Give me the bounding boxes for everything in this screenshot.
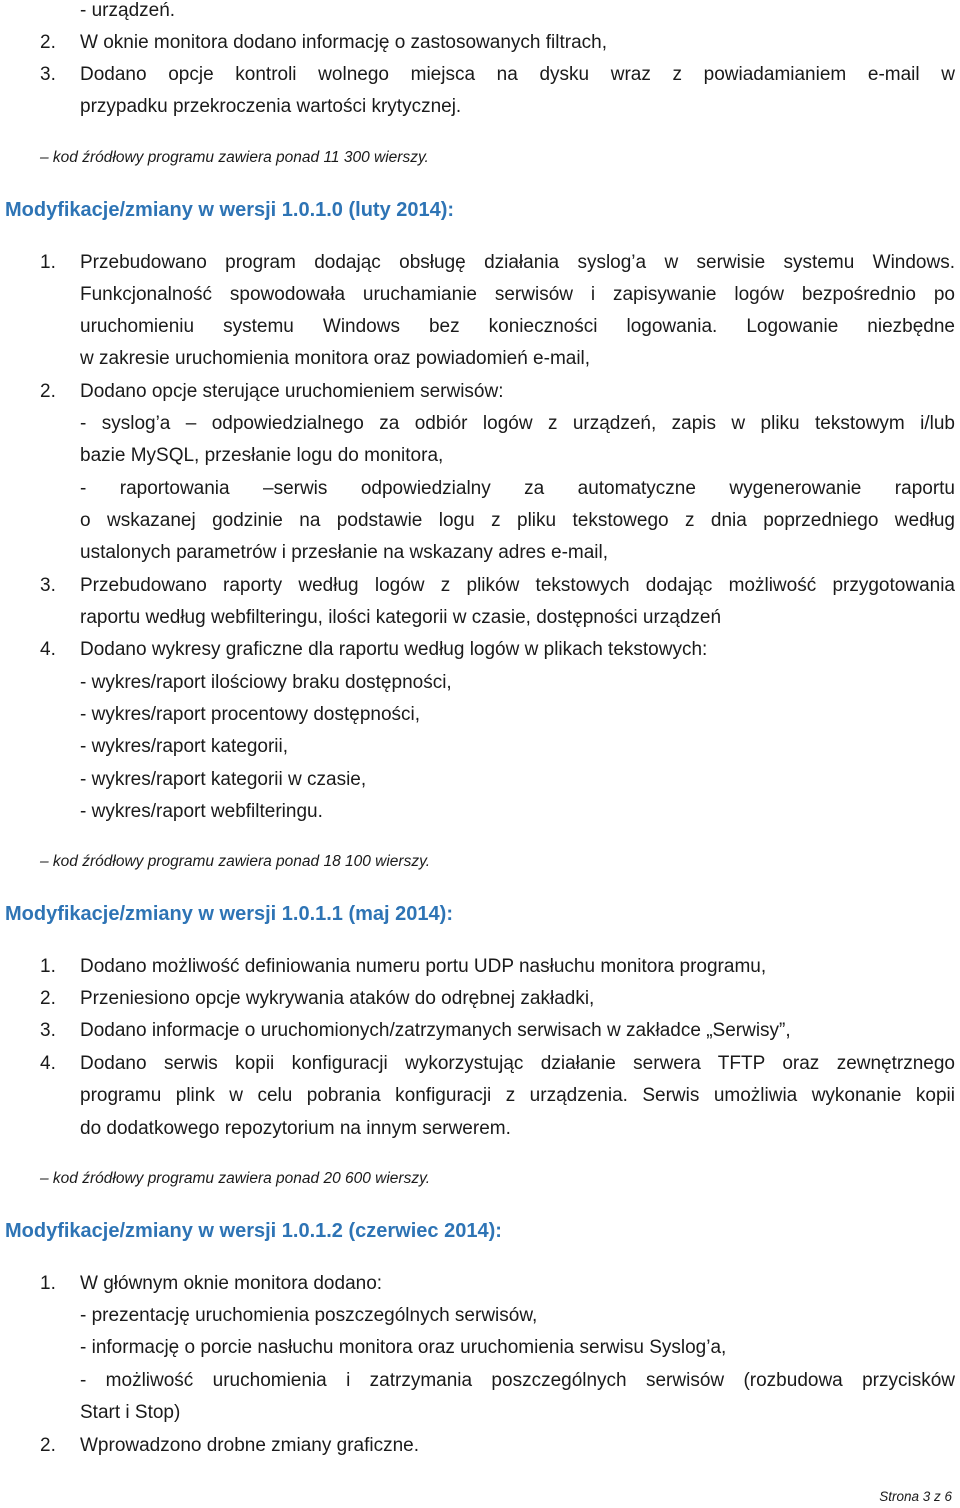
code-size-note: – kod źródłowy programu zawiera ponad 18 100 wierszy.	[40, 853, 430, 870]
list-line: W głównym oknie monitora dodano:	[80, 1273, 383, 1294]
list-line: bazie MySQL, przesłanie logu do monitora,	[80, 445, 444, 466]
section-heading: Modyfikacje/zmiany w wersji 1.0.1.2 (czerwiec 2014):	[5, 1220, 502, 1242]
list-number: 4.	[40, 1053, 56, 1074]
list-line: Dodano wykresy graficzne dla raportu według logów w plikach tekstowych:	[80, 639, 708, 660]
list-line: Start i Stop)	[80, 1402, 181, 1423]
list-line: Przebudowano raporty według logów z plików tekstowych dodając możliwość przygotowania	[80, 575, 955, 596]
list-number: 1.	[40, 1273, 56, 1294]
list-line: - wykres/raport kategorii,	[80, 736, 289, 757]
list-number: 4.	[40, 639, 56, 660]
code-size-note: – kod źródłowy programu zawiera ponad 11 300 wierszy.	[40, 149, 429, 166]
list-line: raportu według webfilteringu, ilości kategorii w czasie, dostępności urządzeń	[80, 607, 722, 628]
list-line: - wykres/raport kategorii w czasie,	[80, 769, 367, 790]
list-line: - prezentację uruchomienia poszczególnych serwisów,	[80, 1305, 538, 1326]
list-line: - możliwość uruchomienia i zatrzymania poszczególnych serwisów (rozbudowa przycisków	[80, 1370, 955, 1391]
list-line: w zakresie uruchomienia monitora oraz powiadomień e-mail,	[80, 348, 591, 369]
list-line: - urządzeń.	[80, 0, 176, 21]
list-line: Wprowadzono drobne zmiany graficzne.	[80, 1435, 420, 1456]
list-line: o wskazanej godzinie na podstawie logu z pliku tekstowego z dnia poprzedniego według	[80, 510, 955, 531]
list-number: 2.	[40, 32, 56, 53]
list-line: uruchomieniu systemu Windows bez konieczności logowania. Logowanie niezbędne	[80, 316, 955, 337]
list-line: - syslog’a – odpowiedzialnego za odbiór logów z urządzeń, zapis w pliku tekstowym i/lub	[80, 413, 955, 434]
list-line: ustalonych parametrów i przesłanie na wskazany adres e-mail,	[80, 542, 609, 563]
list-number: 3.	[40, 64, 56, 85]
list-line: programu plink w celu pobrania konfiguracji z urządzenia. Serwis umożliwia wykonanie kopii	[80, 1085, 955, 1106]
list-line: Dodano serwis kopii konfiguracji wykorzystując działanie serwera TFTP oraz zewnętrznego	[80, 1053, 955, 1074]
list-number: 2.	[40, 1435, 56, 1456]
list-number: 3.	[40, 1020, 56, 1041]
list-line: - wykres/raport procentowy dostępności,	[80, 704, 421, 725]
list-number: 1.	[40, 956, 56, 977]
list-line: do dodatkowego repozytorium na innym serwerem.	[80, 1118, 511, 1139]
list-line: przypadku przekroczenia wartości krytycznej.	[80, 96, 462, 117]
list-line: Dodano możliwość definiowania numeru portu UDP nasłuchu monitora programu,	[80, 956, 767, 977]
list-number: 1.	[40, 252, 56, 273]
list-line: Przeniesiono opcje wykrywania ataków do odrębnej zakładki,	[80, 988, 595, 1009]
list-line: Dodano informacje o uruchomionych/zatrzymanych serwisach w zakładce „Serwisy”,	[80, 1020, 791, 1041]
list-number: 2.	[40, 381, 56, 402]
list-line: - informację o porcie nasłuchu monitora oraz uruchomienia serwisu Syslog’a,	[80, 1337, 727, 1358]
section-heading: Modyfikacje/zmiany w wersji 1.0.1.0 (luty 2014):	[5, 199, 455, 221]
section-heading: Modyfikacje/zmiany w wersji 1.0.1.1 (maj 2014):	[5, 903, 453, 925]
list-line: - wykres/raport ilościowy braku dostępności,	[80, 672, 452, 693]
list-number: 3.	[40, 575, 56, 596]
list-line: W oknie monitora dodano informację o zastosowanych filtrach,	[80, 32, 607, 53]
list-line: Przebudowano program dodając obsługę działania syslog’a w serwisie systemu Windows.	[80, 252, 955, 273]
list-line: - raportowania –serwis odpowiedzialny za automatyczne wygenerowanie raportu	[80, 478, 955, 499]
list-line: - wykres/raport webfilteringu.	[80, 801, 323, 822]
list-line: Funkcjonalność spowodowała uruchamianie serwisów i zapisywanie logów bezpośrednio po	[80, 284, 955, 305]
list-line: Dodano opcje sterujące uruchomieniem serwisów:	[80, 381, 504, 402]
list-number: 2.	[40, 988, 56, 1009]
list-line: Dodano opcje kontroli wolnego miejsca na dysku wraz z powiadamianiem e-mail w	[80, 64, 955, 85]
page-number: Strona 3 z 6	[879, 1489, 952, 1504]
code-size-note: – kod źródłowy programu zawiera ponad 20 600 wierszy.	[40, 1170, 430, 1187]
